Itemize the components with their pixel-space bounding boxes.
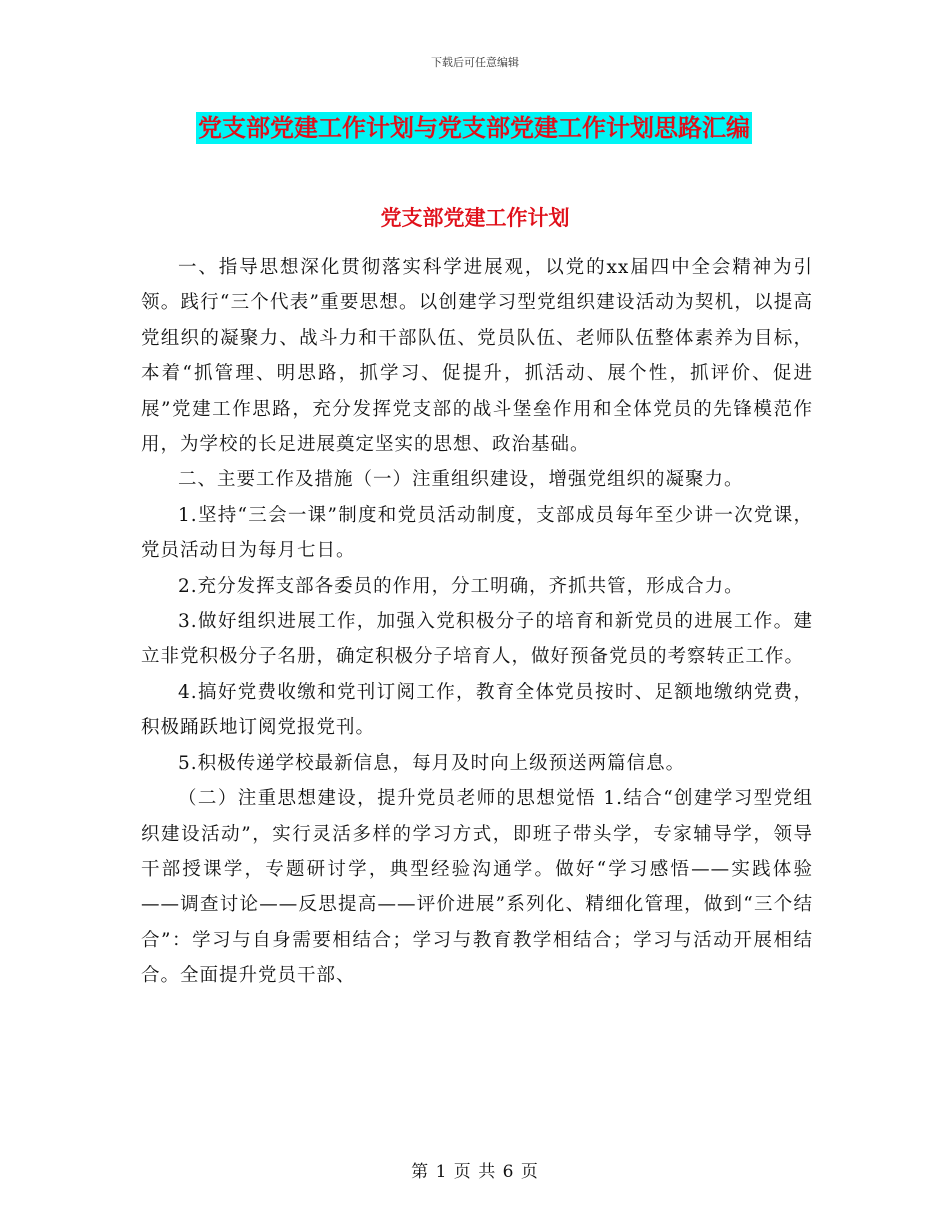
- paragraph-item-1: 1.坚持“三会一课”制度和党员活动制度，支部成员每年至少讲一次党课，党员活动日为每月七日。: [141, 504, 813, 562]
- header-note: 下载后可任意编辑: [431, 56, 519, 69]
- paragraph-ideological-building: （二）注重思想建设，提升党员老师的思想觉悟 1.结合“创建学习型党组织建设活动”，实行灵活多样的学习方式，即班子带头学，专家辅导学，领导干部授课学，专题研讨学，典型经验沟通学。做好“学习感悟——实践体验——调查讨论——反思提高——评价进展”系列化、精细化管理，做到“三个结合”：学习与自身需要相结合；学习与教育教学相结合；学习与活动开展相结合。全面提升党员干部、: [141, 788, 813, 987]
- section-title: 党支部党建工作计划: [380, 205, 570, 230]
- page-footer: 第 1 页 共 6 页: [411, 1162, 539, 1182]
- paragraph-item-3: 3.做好组织进展工作，加强入党积极分子的培育和新党员的进展工作。建立非党积极分子名册，确定积极分子培育人，做好预备党员的考察转正工作。: [141, 611, 813, 668]
- paragraph-main-work: 二、主要工作及措施（一）注重组织建设，增强党组织的凝聚力。: [178, 469, 744, 491]
- paragraph-item-5: 5.积极传递学校最新信息，每月及时向上级预送两篇信息。: [178, 752, 686, 774]
- paragraph-item-4: 4.搞好党费收缴和党刊订阅工作，教育全体党员按时、足额地缴纳党费，积极踊跃地订阅党报党刊。: [141, 681, 813, 739]
- paragraph-item-2: 2.充分发挥支部各委员的作用，分工明确，齐抓共管，形成合力。: [178, 575, 744, 597]
- paragraph-guiding-ideology: 一、指导思想深化贯彻落实科学进展观，以党的xx届四中全会精神为引领。践行“三个代表”重要思想。以创建学习型党组织建设活动为契机，以提高党组织的凝聚力、战斗力和干部队伍、党员队伍、老师队伍整体素养为目标，本着“抓管理、明思路，抓学习、促提升，抓活动、展个性，抓评价、促进展”党建工作思路，充分发挥党支部的战斗堡垒作用和全体党员的先锋模范作用，为学校的长足进展奠定坚实的思想、政治基础。: [141, 257, 813, 456]
- document-title: 党支部党建工作计划与党支部党建工作计划思路汇编: [198, 113, 750, 142]
- document-body: [141, 250, 813, 994]
